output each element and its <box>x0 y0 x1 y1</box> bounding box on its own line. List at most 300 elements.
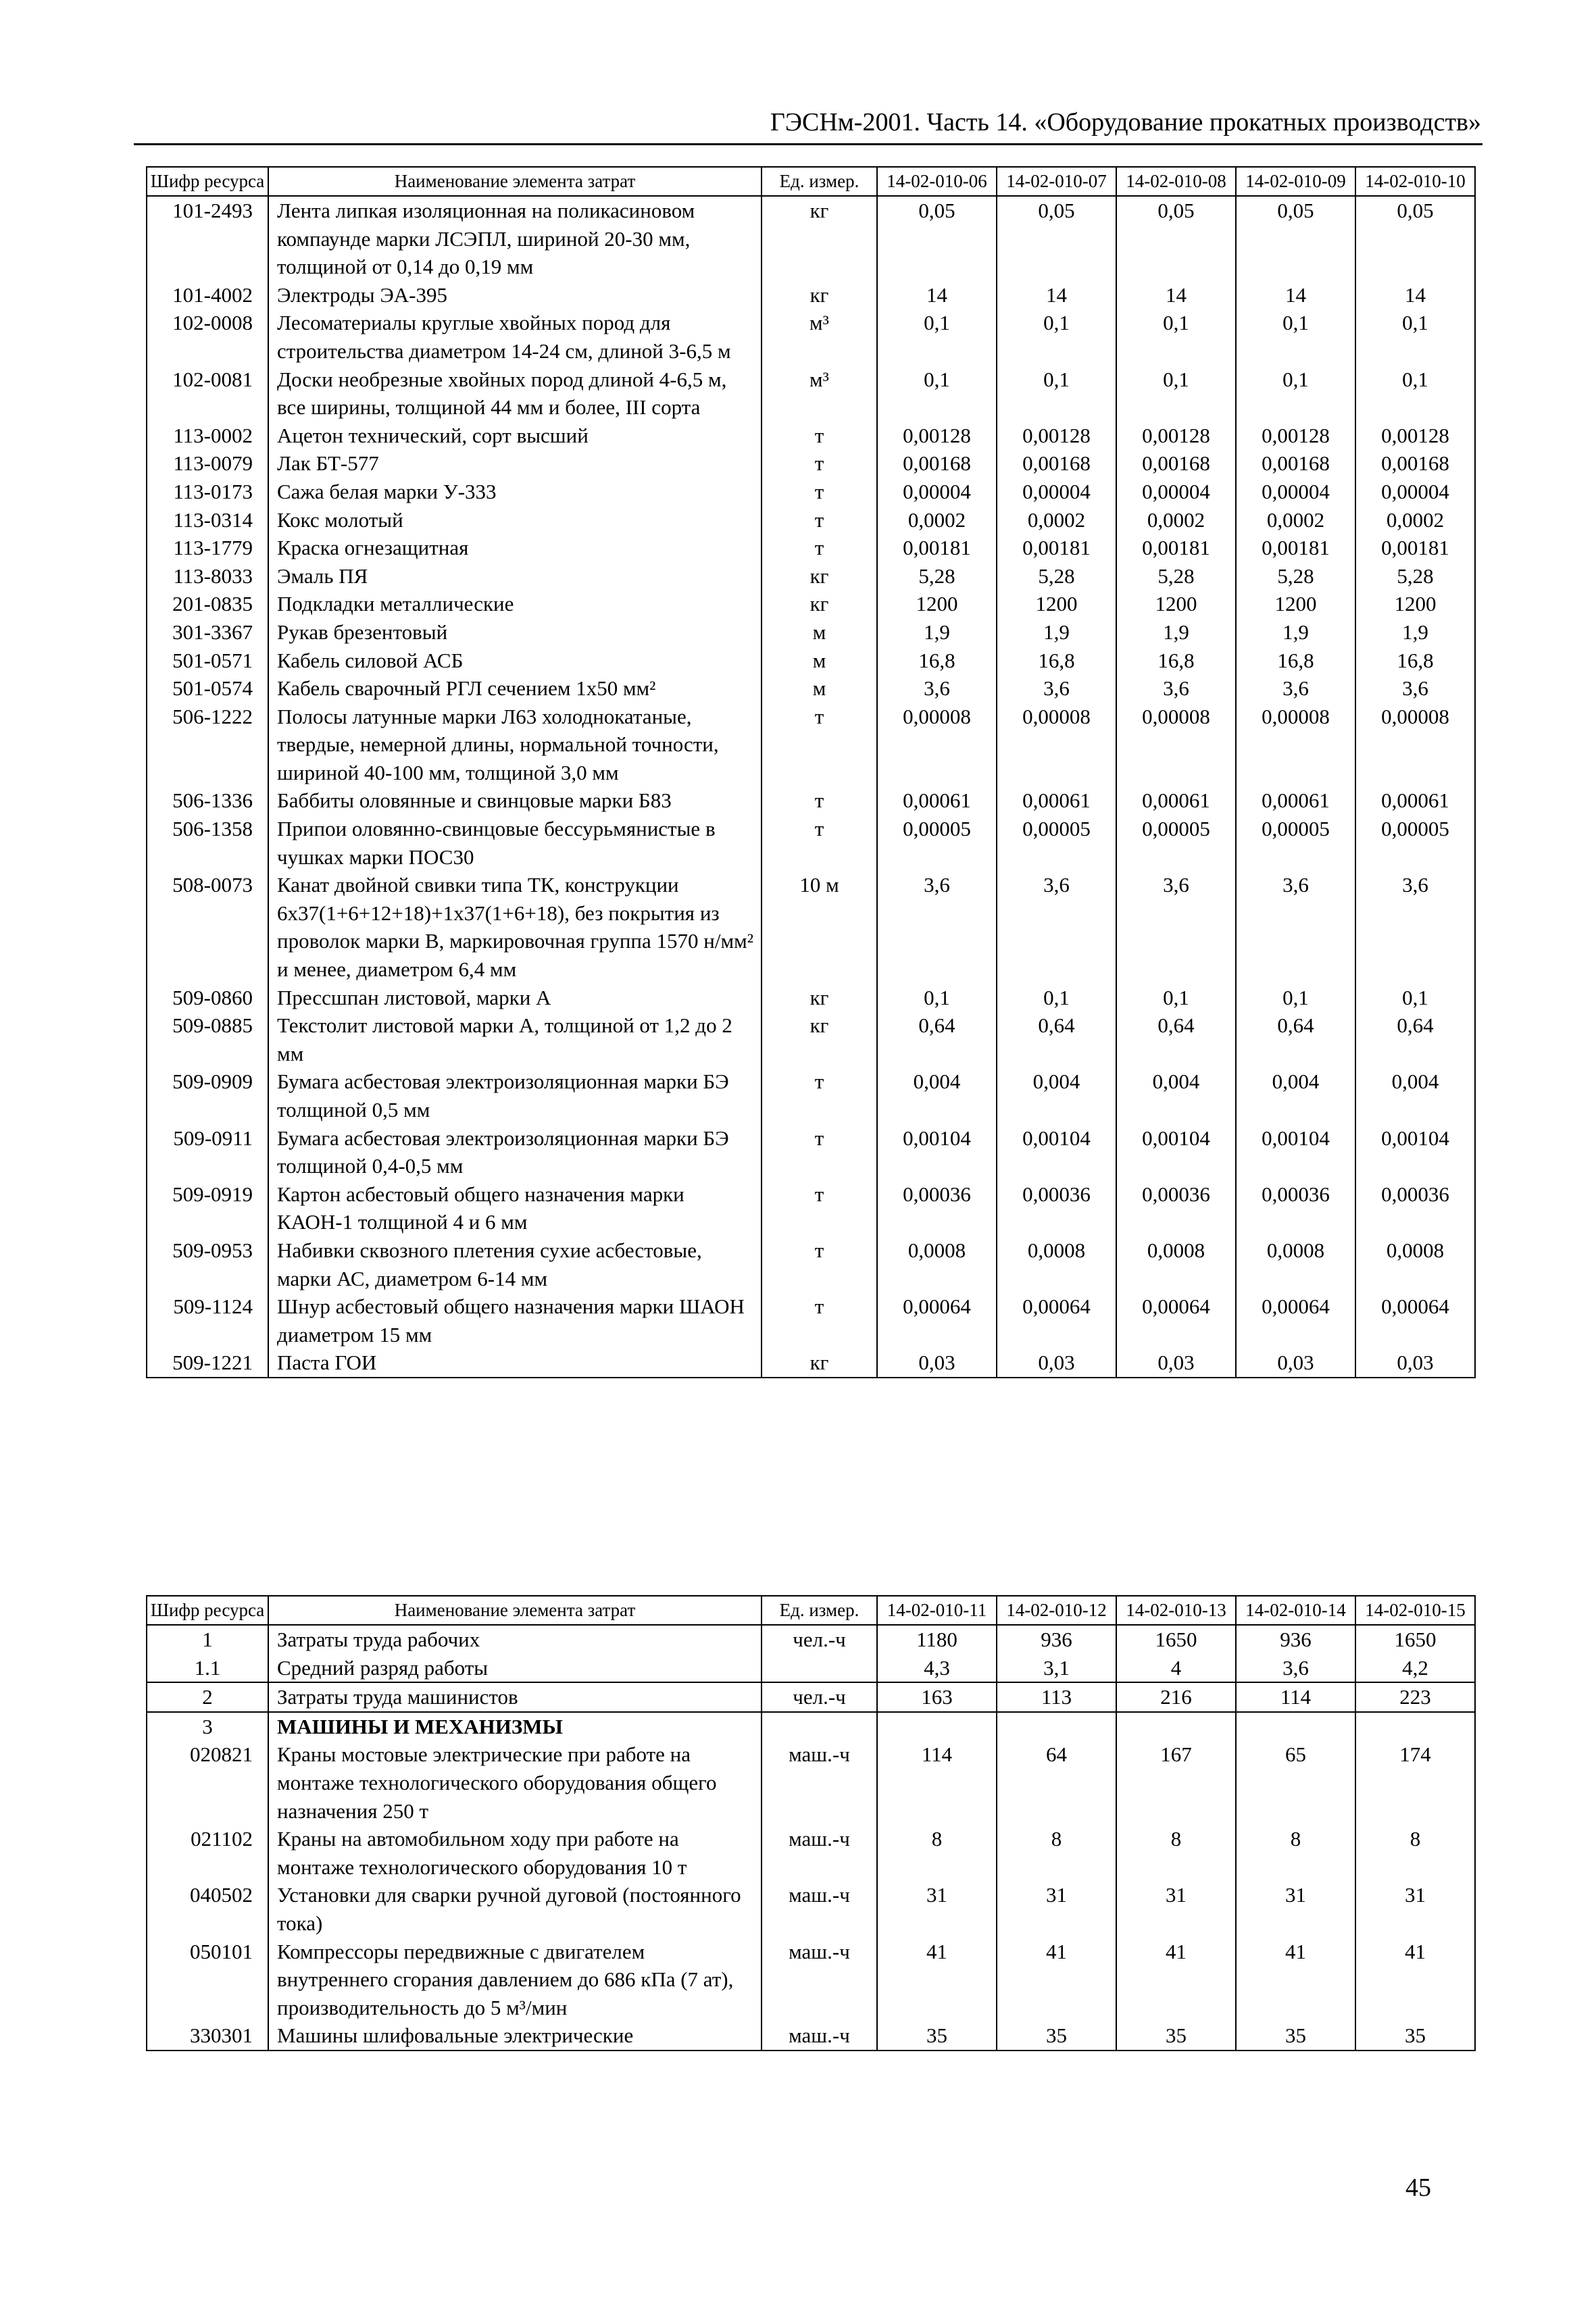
rate-value: 1,9 <box>1116 618 1236 647</box>
column-header-rate: 14-02-010-10 <box>1355 167 1475 196</box>
rate-value: 1,9 <box>997 618 1116 647</box>
table-row <box>147 562 1475 590</box>
rate-value: 35 <box>1236 2021 1355 2051</box>
rate-value: 0,05 <box>877 196 997 281</box>
rate-value: 0,1 <box>1236 366 1355 422</box>
rate-value: 4 <box>1116 1654 1236 1683</box>
rate-value: 8 <box>997 1825 1116 1881</box>
rate-value: 3,6 <box>877 871 997 983</box>
rate-value: 167 <box>1116 1740 1236 1825</box>
resource-code: 113-1779 <box>147 534 268 562</box>
column-header-code: Шифр ресурса <box>147 1596 268 1625</box>
rate-value: 31 <box>1355 1881 1475 1937</box>
header-row <box>147 167 1475 196</box>
rate-value: 0,00004 <box>1236 478 1355 506</box>
rate-value: 0,00061 <box>1236 786 1355 815</box>
rate-value: 41 <box>1236 1938 1355 2022</box>
resource-name: Припои оловянно-свинцовые бессурьмянистые в чушках марки ПОС30 <box>268 815 762 871</box>
rate-value: 3,6 <box>997 674 1116 703</box>
unit-of-measure: маш.-ч <box>762 1825 877 1881</box>
rate-value: 3,6 <box>1116 871 1236 983</box>
resource-name: Краска огнезащитная <box>268 534 762 562</box>
rate-value: 0,1 <box>1355 984 1475 1012</box>
rate-value: 0,0002 <box>1236 506 1355 534</box>
unit-of-measure: т <box>762 478 877 506</box>
rate-value: 1200 <box>1116 590 1236 618</box>
rate-value: 16,8 <box>1355 647 1475 675</box>
rate-value: 0,00181 <box>1355 534 1475 562</box>
resource-name: Сажа белая марки У-333 <box>268 478 762 506</box>
table-row <box>147 1180 1475 1236</box>
table-row <box>147 1712 1475 1741</box>
rate-value: 0,05 <box>997 196 1116 281</box>
page-number: 45 <box>1405 2173 1431 2202</box>
rate-value: 0,00061 <box>997 786 1116 815</box>
resource-name: Полосы латунные марки Л63 холоднокатаные, твердые, немерной длины, нормальной точности, шириной 40-100 мм, толщиной 3,0 мм <box>268 703 762 787</box>
resource-code: 501-0571 <box>147 647 268 675</box>
rate-value: 0,00008 <box>997 703 1116 787</box>
materials-table-header <box>147 167 1475 196</box>
rate-value: 0,00036 <box>997 1180 1116 1236</box>
rate-value: 3,6 <box>1236 1654 1355 1683</box>
unit-of-measure: т <box>762 1292 877 1349</box>
table-row <box>147 590 1475 618</box>
rate-value: 0,004 <box>877 1067 997 1124</box>
rate-value: 0,64 <box>1116 1011 1236 1067</box>
table-row <box>147 786 1475 815</box>
materials-table <box>146 166 1476 1378</box>
resource-name: Эмаль ПЯ <box>268 562 762 590</box>
rate-value: 0,1 <box>877 309 997 365</box>
resource-code: 2 <box>147 1682 268 1712</box>
resource-code: 508-0073 <box>147 871 268 983</box>
rate-value: 65 <box>1236 1740 1355 1825</box>
column-header-rate: 14-02-010-08 <box>1116 167 1236 196</box>
table-row <box>147 1938 1475 2022</box>
rate-value: 0,00128 <box>1116 422 1236 450</box>
rate-value: 5,28 <box>1355 562 1475 590</box>
resource-name: Текстолит листовой марки А, толщиной от 1,2 до 2 мм <box>268 1011 762 1067</box>
rate-value: 0,0002 <box>1116 506 1236 534</box>
rate-value: 35 <box>877 2021 997 2051</box>
resource-name: Кокс молотый <box>268 506 762 534</box>
rate-value <box>1355 1712 1475 1741</box>
table-row <box>147 1011 1475 1067</box>
rate-value: 0,1 <box>877 984 997 1012</box>
table-row <box>147 309 1475 365</box>
resource-code: 506-1336 <box>147 786 268 815</box>
rate-value: 8 <box>1116 1825 1236 1881</box>
table-row <box>147 1825 1475 1881</box>
unit-of-measure: маш.-ч <box>762 2021 877 2051</box>
resource-name: Лента липкая изоляционная на поликасиновом компаунде марки ЛСЭПЛ, шириной 20-30 мм, толщиной от 0,14 до 0,19 мм <box>268 196 762 281</box>
rate-value: 0,004 <box>1355 1067 1475 1124</box>
table-row <box>147 281 1475 309</box>
rate-value: 41 <box>1116 1938 1236 2022</box>
rate-value: 0,00168 <box>997 449 1116 478</box>
resource-name: Прессшпан листовой, марки А <box>268 984 762 1012</box>
table-row <box>147 871 1475 983</box>
rate-value: 1180 <box>877 1625 997 1654</box>
rate-value: 0,1 <box>1116 309 1236 365</box>
table-row <box>147 534 1475 562</box>
unit-of-measure: кг <box>762 281 877 309</box>
rate-value: 0,00181 <box>997 534 1116 562</box>
rate-value: 0,00168 <box>1116 449 1236 478</box>
resource-name: Затраты труда машинистов <box>268 1682 762 1712</box>
rate-value: 0,00036 <box>1236 1180 1355 1236</box>
rate-value: 0,00036 <box>1355 1180 1475 1236</box>
rate-value: 3,6 <box>1236 871 1355 983</box>
resource-name: Компрессоры передвижные с двигателем внутреннего сгорания давлением до 686 кПа (7 ат), производительность до 5 м³/мин <box>268 1938 762 2022</box>
resource-code: 509-0885 <box>147 1011 268 1067</box>
rate-value: 0,00004 <box>877 478 997 506</box>
resource-code: 509-1124 <box>147 1292 268 1349</box>
rate-value: 0,00005 <box>877 815 997 871</box>
resource-code: 1 <box>147 1625 268 1654</box>
unit-of-measure: маш.-ч <box>762 1881 877 1937</box>
unit-of-measure: маш.-ч <box>762 1938 877 2022</box>
rate-value: 41 <box>1355 1938 1475 2022</box>
rate-value: 0,0008 <box>1116 1236 1236 1292</box>
rate-value: 3,6 <box>1355 674 1475 703</box>
resource-name: Ацетон технический, сорт высший <box>268 422 762 450</box>
unit-of-measure: т <box>762 422 877 450</box>
rate-value: 0,00064 <box>1236 1292 1355 1349</box>
rate-value: 0,1 <box>1116 984 1236 1012</box>
rate-value: 0,1 <box>997 984 1116 1012</box>
rate-value: 0,00008 <box>1116 703 1236 787</box>
rate-value: 0,00104 <box>1116 1124 1236 1180</box>
rate-value: 936 <box>1236 1625 1355 1654</box>
column-header-rate: 14-02-010-11 <box>877 1596 997 1625</box>
unit-of-measure: кг <box>762 984 877 1012</box>
resource-name: Кабель сварочный РГЛ сечением 1х50 мм² <box>268 674 762 703</box>
resource-name: Паста ГОИ <box>268 1349 762 1378</box>
rate-value: 0,1 <box>1355 366 1475 422</box>
rate-value: 41 <box>997 1938 1116 2022</box>
unit-of-measure: маш.-ч <box>762 1740 877 1825</box>
resource-name: Лак БТ-577 <box>268 449 762 478</box>
rate-value: 41 <box>877 1938 997 2022</box>
rate-value: 936 <box>997 1625 1116 1654</box>
table-row <box>147 196 1475 281</box>
unit-of-measure: м <box>762 674 877 703</box>
table-row <box>147 703 1475 787</box>
rate-value: 0,00008 <box>877 703 997 787</box>
rate-value: 0,00181 <box>877 534 997 562</box>
table-row <box>147 449 1475 478</box>
rate-value: 31 <box>1116 1881 1236 1937</box>
rate-value: 0,1 <box>1236 309 1355 365</box>
rate-value: 0,00008 <box>1236 703 1355 787</box>
rate-value: 0,00064 <box>1355 1292 1475 1349</box>
resource-code: 509-0909 <box>147 1067 268 1124</box>
rate-value: 0,03 <box>1236 1349 1355 1378</box>
resource-code: 509-0953 <box>147 1236 268 1292</box>
rate-value: 0,00104 <box>1236 1124 1355 1180</box>
rate-value: 114 <box>877 1740 997 1825</box>
resource-code: 021102 <box>147 1825 268 1881</box>
unit-of-measure: кг <box>762 196 877 281</box>
rate-value: 14 <box>997 281 1116 309</box>
resource-name: Лесоматериалы круглые хвойных пород для строительства диаметром 14-24 см, длиной 3-6,5 м <box>268 309 762 365</box>
resource-code: 506-1222 <box>147 703 268 787</box>
rate-value: 0,00061 <box>1355 786 1475 815</box>
resource-code: 501-0574 <box>147 674 268 703</box>
resource-code: 020821 <box>147 1740 268 1825</box>
unit-of-measure: т <box>762 703 877 787</box>
rate-value: 35 <box>1116 2021 1236 2051</box>
rate-value: 1,9 <box>1236 618 1355 647</box>
table-row <box>147 366 1475 422</box>
rate-value: 0,00004 <box>997 478 1116 506</box>
rate-value: 0,00064 <box>997 1292 1116 1349</box>
resource-name: Баббиты оловянные и свинцовые марки Б83 <box>268 786 762 815</box>
resource-code: 101-4002 <box>147 281 268 309</box>
rate-value: 1,9 <box>1355 618 1475 647</box>
table-row <box>147 478 1475 506</box>
rate-value: 14 <box>1236 281 1355 309</box>
unit-of-measure: м <box>762 618 877 647</box>
unit-of-measure: 10 м <box>762 871 877 983</box>
rate-value: 5,28 <box>877 562 997 590</box>
resource-name: Канат двойной свивки типа ТК, конструкции 6х37(1+6+12+18)+1х37(1+6+18), без покрытия из проволок марки В, маркировочная группа 1570 н/мм² и менее, диаметром 6,4 мм <box>268 871 762 983</box>
unit-of-measure: м³ <box>762 309 877 365</box>
rate-value: 0,64 <box>1236 1011 1355 1067</box>
rate-value: 0,1 <box>997 309 1116 365</box>
resource-code: 201-0835 <box>147 590 268 618</box>
rate-value: 0,00064 <box>1116 1292 1236 1349</box>
column-header-rate: 14-02-010-12 <box>997 1596 1116 1625</box>
rate-value: 0,0008 <box>877 1236 997 1292</box>
rate-value: 0,00181 <box>1116 534 1236 562</box>
rate-value: 0,03 <box>1116 1349 1236 1378</box>
rate-value: 3,6 <box>877 674 997 703</box>
column-header-rate: 14-02-010-14 <box>1236 1596 1355 1625</box>
table-row <box>147 618 1475 647</box>
rate-value: 1200 <box>1355 590 1475 618</box>
rate-value: 0,00004 <box>1355 478 1475 506</box>
rate-value: 0,00168 <box>1236 449 1355 478</box>
rate-value: 0,0002 <box>997 506 1116 534</box>
resource-name: Бумага асбестовая электроизоляционная марки БЭ толщиной 0,5 мм <box>268 1067 762 1124</box>
resource-code: 050101 <box>147 1938 268 2022</box>
rate-value: 31 <box>877 1881 997 1937</box>
rate-value: 3,1 <box>997 1654 1116 1683</box>
resource-code: 301-3367 <box>147 618 268 647</box>
labor-machines-table <box>146 1595 1476 2051</box>
rate-value: 3,6 <box>1355 871 1475 983</box>
unit-of-measure: т <box>762 786 877 815</box>
table-row <box>147 1067 1475 1124</box>
resource-name: Машины шлифовальные электрические <box>268 2021 762 2051</box>
rate-value: 0,004 <box>1236 1067 1355 1124</box>
rate-value: 0,00128 <box>877 422 997 450</box>
rate-value: 0,0002 <box>877 506 997 534</box>
rate-value: 223 <box>1355 1682 1475 1712</box>
resource-code: 113-0314 <box>147 506 268 534</box>
rate-value: 1200 <box>1236 590 1355 618</box>
rate-value: 16,8 <box>997 647 1116 675</box>
table-row <box>147 422 1475 450</box>
table-row <box>147 1236 1475 1292</box>
rate-value: 1200 <box>877 590 997 618</box>
table-row <box>147 1654 1475 1683</box>
resource-code: 102-0008 <box>147 309 268 365</box>
rate-value: 0,64 <box>1355 1011 1475 1067</box>
resource-name: Средний разряд работы <box>268 1654 762 1683</box>
table-row <box>147 984 1475 1012</box>
rate-value: 0,03 <box>997 1349 1116 1378</box>
rate-value: 1650 <box>1116 1625 1236 1654</box>
rate-value: 8 <box>877 1825 997 1881</box>
table-row <box>147 1740 1475 1825</box>
resource-name: Установки для сварки ручной дуговой (постоянного тока) <box>268 1881 762 1937</box>
resource-code: 040502 <box>147 1881 268 1937</box>
rate-value <box>1236 1712 1355 1741</box>
unit-of-measure: т <box>762 534 877 562</box>
unit-of-measure: т <box>762 1124 877 1180</box>
rate-value: 0,00005 <box>1116 815 1236 871</box>
rate-value <box>997 1712 1116 1741</box>
table-row <box>147 1292 1475 1349</box>
resource-code: 113-0173 <box>147 478 268 506</box>
unit-of-measure: м <box>762 647 877 675</box>
unit-of-measure: кг <box>762 1011 877 1067</box>
resource-name: Бумага асбестовая электроизоляционная марки БЭ толщиной 0,4-0,5 мм <box>268 1124 762 1180</box>
rate-value: 14 <box>1355 281 1475 309</box>
rate-value: 0,00128 <box>1236 422 1355 450</box>
rate-value: 0,00005 <box>997 815 1116 871</box>
unit-of-measure: т <box>762 506 877 534</box>
table-row <box>147 815 1475 871</box>
column-header-code: Шифр ресурса <box>147 167 268 196</box>
rate-value: 0,00061 <box>877 786 997 815</box>
resource-code: 509-0911 <box>147 1124 268 1180</box>
rate-value: 0,00064 <box>877 1292 997 1349</box>
rate-value: 0,05 <box>1355 196 1475 281</box>
rate-value: 8 <box>1355 1825 1475 1881</box>
unit-of-measure: т <box>762 1236 877 1292</box>
rate-value: 0,00128 <box>1355 422 1475 450</box>
column-header-unit: Ед. измер. <box>762 1596 877 1625</box>
unit-of-measure: кг <box>762 562 877 590</box>
unit-of-measure: т <box>762 449 877 478</box>
rate-value: 0,00008 <box>1355 703 1475 787</box>
unit-of-measure: кг <box>762 1349 877 1378</box>
rate-value: 3,6 <box>1116 674 1236 703</box>
rate-value: 0,00181 <box>1236 534 1355 562</box>
table-row <box>147 674 1475 703</box>
rate-value: 5,28 <box>997 562 1116 590</box>
rate-value: 14 <box>1116 281 1236 309</box>
column-header-name: Наименование элемента затрат <box>268 167 762 196</box>
rate-value: 0,0008 <box>997 1236 1116 1292</box>
unit-of-measure: чел.-ч <box>762 1625 877 1654</box>
rate-value: 8 <box>1236 1825 1355 1881</box>
resource-code: 1.1 <box>147 1654 268 1683</box>
rate-value: 113 <box>997 1682 1116 1712</box>
rate-value: 31 <box>997 1881 1116 1937</box>
rate-value: 0,64 <box>877 1011 997 1067</box>
rate-value: 1,9 <box>877 618 997 647</box>
table-row <box>147 2021 1475 2051</box>
rate-value: 0,004 <box>997 1067 1116 1124</box>
rate-value: 3,6 <box>997 871 1116 983</box>
table-row <box>147 1682 1475 1712</box>
resource-code: 113-0079 <box>147 449 268 478</box>
rate-value: 0,00168 <box>877 449 997 478</box>
rate-value: 0,1 <box>1116 366 1236 422</box>
rate-value: 114 <box>1236 1682 1355 1712</box>
resource-name: Кабель силовой АСБ <box>268 647 762 675</box>
resource-code: 509-1221 <box>147 1349 268 1378</box>
rate-value: 0,00005 <box>1355 815 1475 871</box>
rate-value: 0,05 <box>1116 196 1236 281</box>
resource-code: 509-0860 <box>147 984 268 1012</box>
rate-value: 163 <box>877 1682 997 1712</box>
resource-code: 330301 <box>147 2021 268 2051</box>
resource-code: 506-1358 <box>147 815 268 871</box>
column-header-rate: 14-02-010-06 <box>877 167 997 196</box>
resource-name: Доски необрезные хвойных пород длиной 4-6,5 м, все ширины, толщиной 44 мм и более, III сорта <box>268 366 762 422</box>
resource-code: 509-0919 <box>147 1180 268 1236</box>
unit-of-measure: м³ <box>762 366 877 422</box>
resource-name: Краны мостовые электрические при работе на монтаже технологического оборудования общего назначения 250 т <box>268 1740 762 1825</box>
resource-name: Картон асбестовый общего назначения марки КАОН-1 толщиной 4 и 6 мм <box>268 1180 762 1236</box>
rate-value: 16,8 <box>1236 647 1355 675</box>
rate-value: 0,00004 <box>1116 478 1236 506</box>
unit-of-measure <box>762 1712 877 1741</box>
resource-code: 113-0002 <box>147 422 268 450</box>
resource-name: Краны на автомобильном ходу при работе на монтаже технологического оборудования 10 т <box>268 1825 762 1881</box>
column-header-rate: 14-02-010-15 <box>1355 1596 1475 1625</box>
rate-value: 174 <box>1355 1740 1475 1825</box>
rate-value: 0,00104 <box>997 1124 1116 1180</box>
unit-of-measure <box>762 1654 877 1683</box>
rate-value: 1650 <box>1355 1625 1475 1654</box>
rate-value: 64 <box>997 1740 1116 1825</box>
page-header: ГЭСНм-2001. Часть 14. «Оборудование прокатных производств» <box>770 108 1481 136</box>
rate-value: 0,00128 <box>997 422 1116 450</box>
resource-code: 113-8033 <box>147 562 268 590</box>
rate-value: 4,2 <box>1355 1654 1475 1683</box>
resource-name: Подкладки металлические <box>268 590 762 618</box>
rate-value <box>1116 1712 1236 1741</box>
resource-name: Рукав брезентовый <box>268 618 762 647</box>
rate-value: 0,00036 <box>1116 1180 1236 1236</box>
table-row <box>147 1881 1475 1937</box>
header-rule <box>134 143 1482 145</box>
rate-value: 0,00104 <box>877 1124 997 1180</box>
unit-of-measure: т <box>762 1180 877 1236</box>
rate-value: 35 <box>1355 2021 1475 2051</box>
header-row <box>147 1596 1475 1625</box>
table-row <box>147 506 1475 534</box>
materials-table-body <box>147 196 1475 1378</box>
rate-value: 0,1 <box>997 366 1116 422</box>
rate-value: 0,00005 <box>1236 815 1355 871</box>
rate-value: 0,00104 <box>1355 1124 1475 1180</box>
rate-value: 5,28 <box>1116 562 1236 590</box>
rate-value: 4,3 <box>877 1654 997 1683</box>
rate-value: 0,0002 <box>1355 506 1475 534</box>
table-row <box>147 1124 1475 1180</box>
resource-name: Набивки сквозного плетения сухие асбестовые, марки АС, диаметром 6-14 мм <box>268 1236 762 1292</box>
rate-value: 0,05 <box>1236 196 1355 281</box>
rate-value: 0,0008 <box>1355 1236 1475 1292</box>
